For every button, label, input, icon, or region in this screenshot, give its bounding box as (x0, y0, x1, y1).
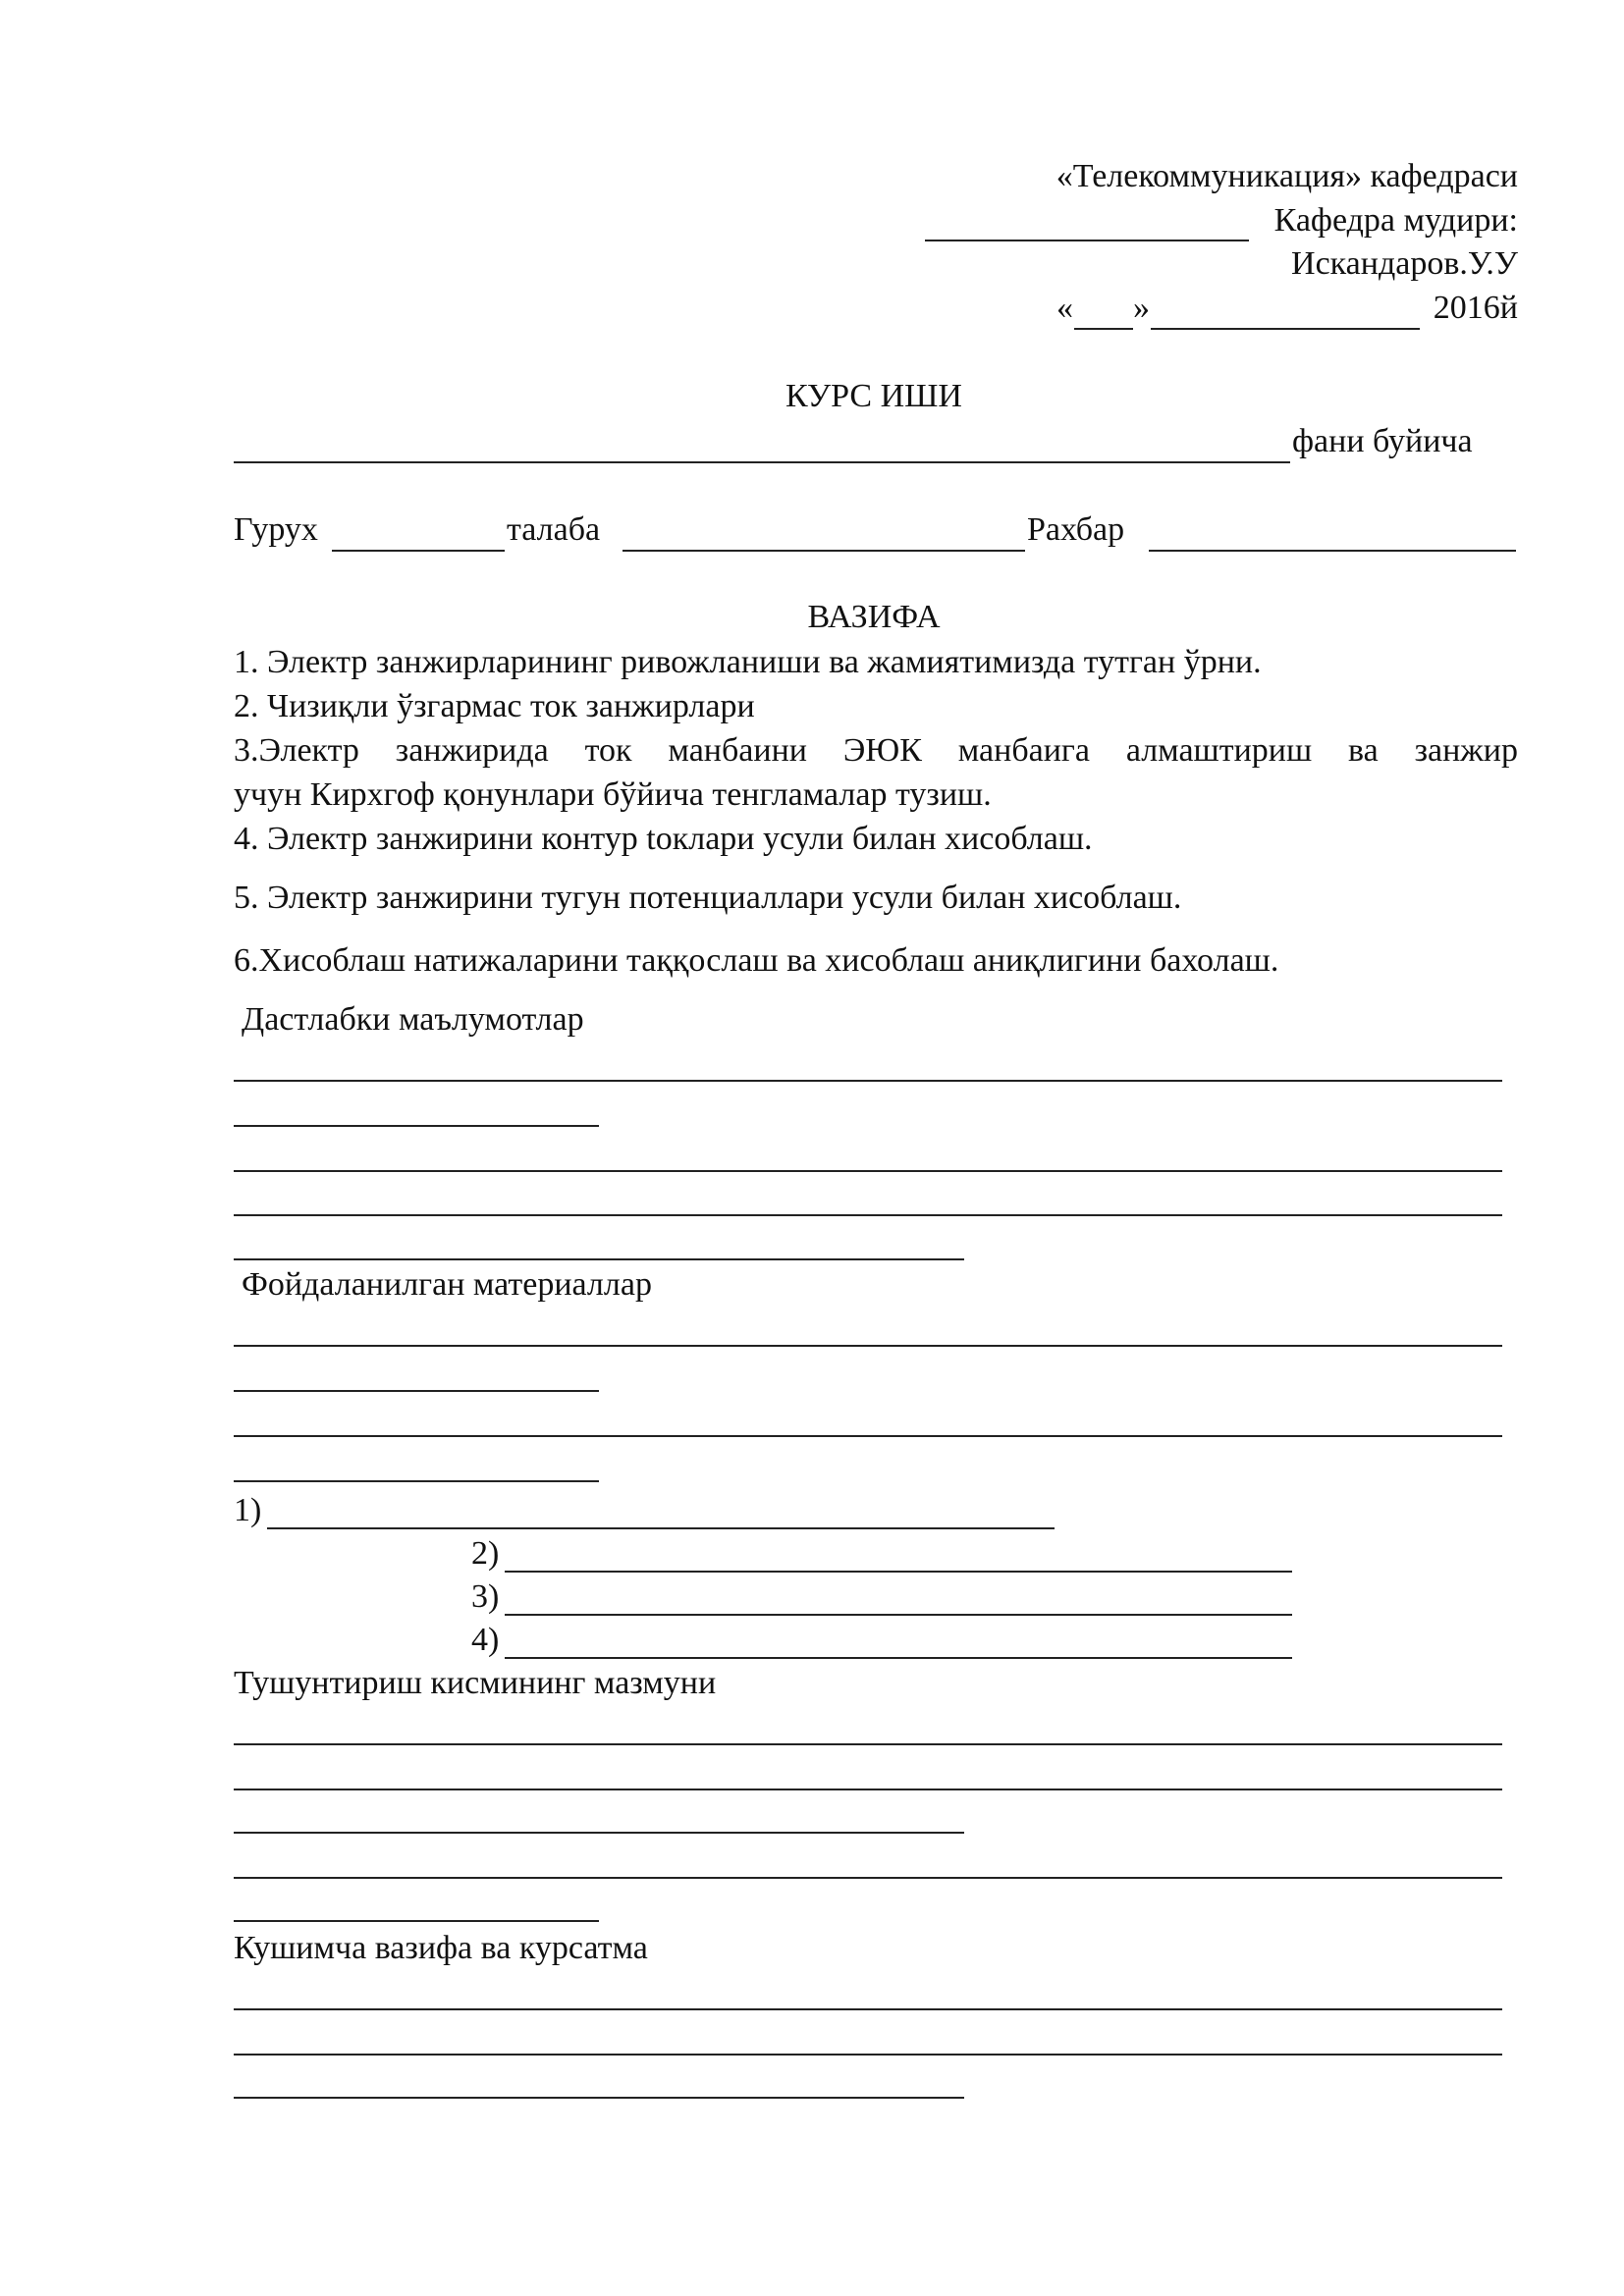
additional-line-2 (234, 2054, 1502, 2056)
explanatory-line-3 (234, 1832, 964, 1834)
group-label: Гурух (234, 511, 318, 548)
initial-data-line-5 (234, 1258, 964, 1260)
numbered-line-3 (505, 1614, 1292, 1616)
materials-heading: Фойдаланилган материаллар (242, 1266, 652, 1303)
date-month-line (1151, 328, 1420, 330)
initial-data-heading: Дастлабки маълумотлар (242, 1001, 584, 1038)
numbered-line-1 (267, 1527, 1055, 1529)
task-item-4: 4. Электр занжирини контур toклари усули билан хисоблаш. (234, 821, 1093, 857)
department-head-title: Кафедра мудири: (1273, 202, 1518, 239)
group-line (332, 550, 505, 552)
additional-line-3 (234, 2097, 964, 2099)
task-item-6: 6.Хисоблаш натижаларини таққослаш ва хисоблаш аниқлигини бахолаш. (234, 942, 1279, 979)
task-item-3-continued: учун Кирхгоф қонунлари бўйича тенгламалар тузиш. (234, 776, 992, 813)
date-day-line (1074, 328, 1133, 330)
signature-line (925, 240, 1249, 241)
numbered-item-3: 3) (471, 1578, 500, 1615)
course-title: КУРС ИШИ (785, 378, 962, 414)
materials-line-4 (234, 1480, 599, 1482)
student-line (623, 550, 1025, 552)
materials-line-1 (234, 1345, 1502, 1347)
date-quote-close: » (1133, 290, 1150, 326)
subject-suffix: фани буйича (1292, 423, 1473, 459)
initial-data-line-2 (234, 1125, 599, 1127)
department-head-name: Искандаров.У.У (1291, 245, 1518, 282)
numbered-item-1: 1) (234, 1492, 262, 1528)
explanatory-line-2 (234, 1789, 1502, 1790)
explanatory-line-5 (234, 1920, 599, 1922)
department-name: «Телекоммуникация» кафедраси (1056, 158, 1518, 194)
additional-line-1 (234, 2008, 1502, 2010)
materials-line-3 (234, 1435, 1502, 1437)
numbered-item-2: 2) (471, 1535, 500, 1572)
numbered-item-4: 4) (471, 1622, 500, 1658)
initial-data-line-4 (234, 1214, 1502, 1216)
date-quote-open: « (1056, 290, 1073, 326)
task-item-2: 2. Чизиқли ўзгармас ток занжирлари (234, 688, 755, 724)
numbered-line-2 (505, 1571, 1292, 1573)
initial-data-line-1 (234, 1080, 1502, 1082)
date-year: 2016й (1433, 290, 1518, 326)
initial-data-line-3 (234, 1170, 1502, 1172)
additional-heading: Кушимча вазифа ва курсатма (234, 1930, 648, 1966)
supervisor-label: Рахбар (1027, 511, 1125, 548)
task-title: ВАЗИФА (807, 599, 941, 635)
supervisor-line (1149, 550, 1516, 552)
explanatory-line-4 (234, 1877, 1502, 1879)
explanatory-heading: Тушунтириш кисмининг мазмуни (234, 1665, 717, 1701)
subject-line (234, 461, 1290, 463)
student-label: талаба (507, 511, 601, 548)
explanatory-line-1 (234, 1743, 1502, 1745)
task-item-1: 1. Электр занжирларининг ривожланиши ва жамиятимизда тутган ўрни. (234, 644, 1262, 680)
task-item-5: 5. Электр занжирини тугун потенциаллари усули билан хисоблаш. (234, 880, 1182, 916)
task-item-3: 3.Электр занжирида ток манбаини ЭЮК манбаига алмаштириш ва занжир (234, 732, 1518, 769)
materials-line-2 (234, 1390, 599, 1392)
numbered-line-4 (505, 1657, 1292, 1659)
